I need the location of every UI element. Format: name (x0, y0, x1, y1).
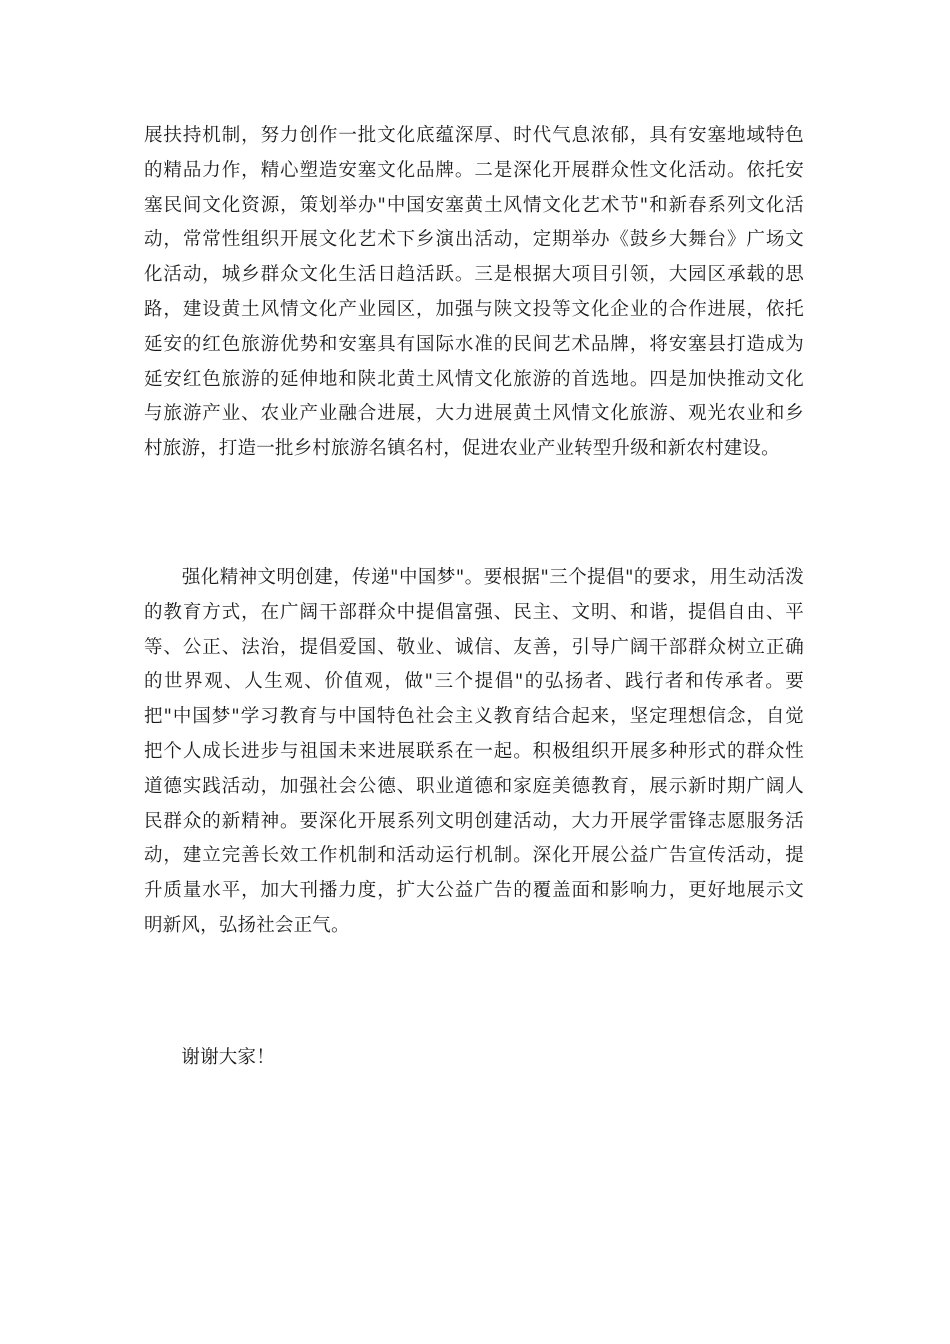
text-line: 的世界观、人生观、价值观，做"三个提倡"的弘扬者、践行者和传承者。要 (144, 671, 804, 693)
text-line: 动，常常性组织开展文化艺术下乡演出活动，定期举办《鼓乡大舞台》广场文 (144, 229, 804, 251)
text-line: 路，建设黄土风情文化产业园区，加强与陕文投等文化企业的合作进展，依托 (144, 298, 804, 320)
text-line: 明新风，弘扬社会正气。 (144, 914, 350, 936)
text-line: 把"中国梦"学习教育与中国特色社会主义教育结合起来，坚定理想信念，自觉 (144, 706, 804, 728)
text-line: 与旅游产业、农业产业融合进展，大力进展黄土风情文化旅游、观光农业和乡 (144, 403, 804, 425)
text-line: 动，建立完善长效工作机制和活动运行机制。深化开展公益广告宣传活动，提 (144, 845, 804, 867)
text-line: 展扶持机制，努力创作一批文化底蕴深厚、时代气息浓郁，具有安塞地域特色 (144, 125, 804, 146)
text-line: 延安红色旅游的延伸地和陕北黄土风情文化旅游的首选地。四是加快推动文化 (144, 368, 804, 390)
paragraph-culture-development (144, 119, 804, 467)
text-line: 的精品力作，精心塑造安塞文化品牌。二是深化开展群众性文化活动。依托安 (144, 159, 804, 181)
text-line: 等、公正、法治，提倡爱国、敬业、诚信、友善，引导广阔干部群众树立正确 (144, 636, 804, 658)
text-line: 升质量水平，加大刊播力度，扩大公益广告的覆盖面和影响力，更好地展示文 (144, 880, 804, 902)
text-line: 强化精神文明创建，传递"中国梦"。要根据"三个提倡"的要求，用生动活泼 (144, 567, 804, 588)
text-line: 延安的红色旅游优势和安塞具有国际水准的民间艺术品牌，将安塞县打造成为 (144, 333, 804, 355)
text-line: 把个人成长进步与祖国未来进展联系在一起。积极组织开展多种形式的群众性 (144, 740, 804, 762)
text-line: 谢谢大家！ (144, 1047, 275, 1068)
text-line: 道德实践活动，加强社会公德、职业道德和家庭美德教育，展示新时期广阔人 (144, 775, 804, 797)
text-line: 民群众的新精神。要深化开展系列文明创建活动，大力开展学雷锋志愿服务活 (144, 810, 804, 832)
paragraph-closing (144, 1041, 804, 1076)
paragraph-spiritual-civilization (144, 561, 804, 944)
text-line: 化活动，城乡群众文化生活日趋活跃。三是根据大项目引领，大园区承载的思 (144, 264, 804, 286)
text-line: 村旅游，打造一批乡村旅游名镇名村，促进农业产业转型升级和新农村建设。 (144, 438, 780, 460)
text-line: 的教育方式，在广阔干部群众中提倡富强、民主、文明、和谐，提倡自由、平 (144, 601, 804, 623)
text-line: 塞民间文化资源，策划举办"中国安塞黄土风情文化艺术节"和新春系列文化活 (144, 194, 804, 216)
